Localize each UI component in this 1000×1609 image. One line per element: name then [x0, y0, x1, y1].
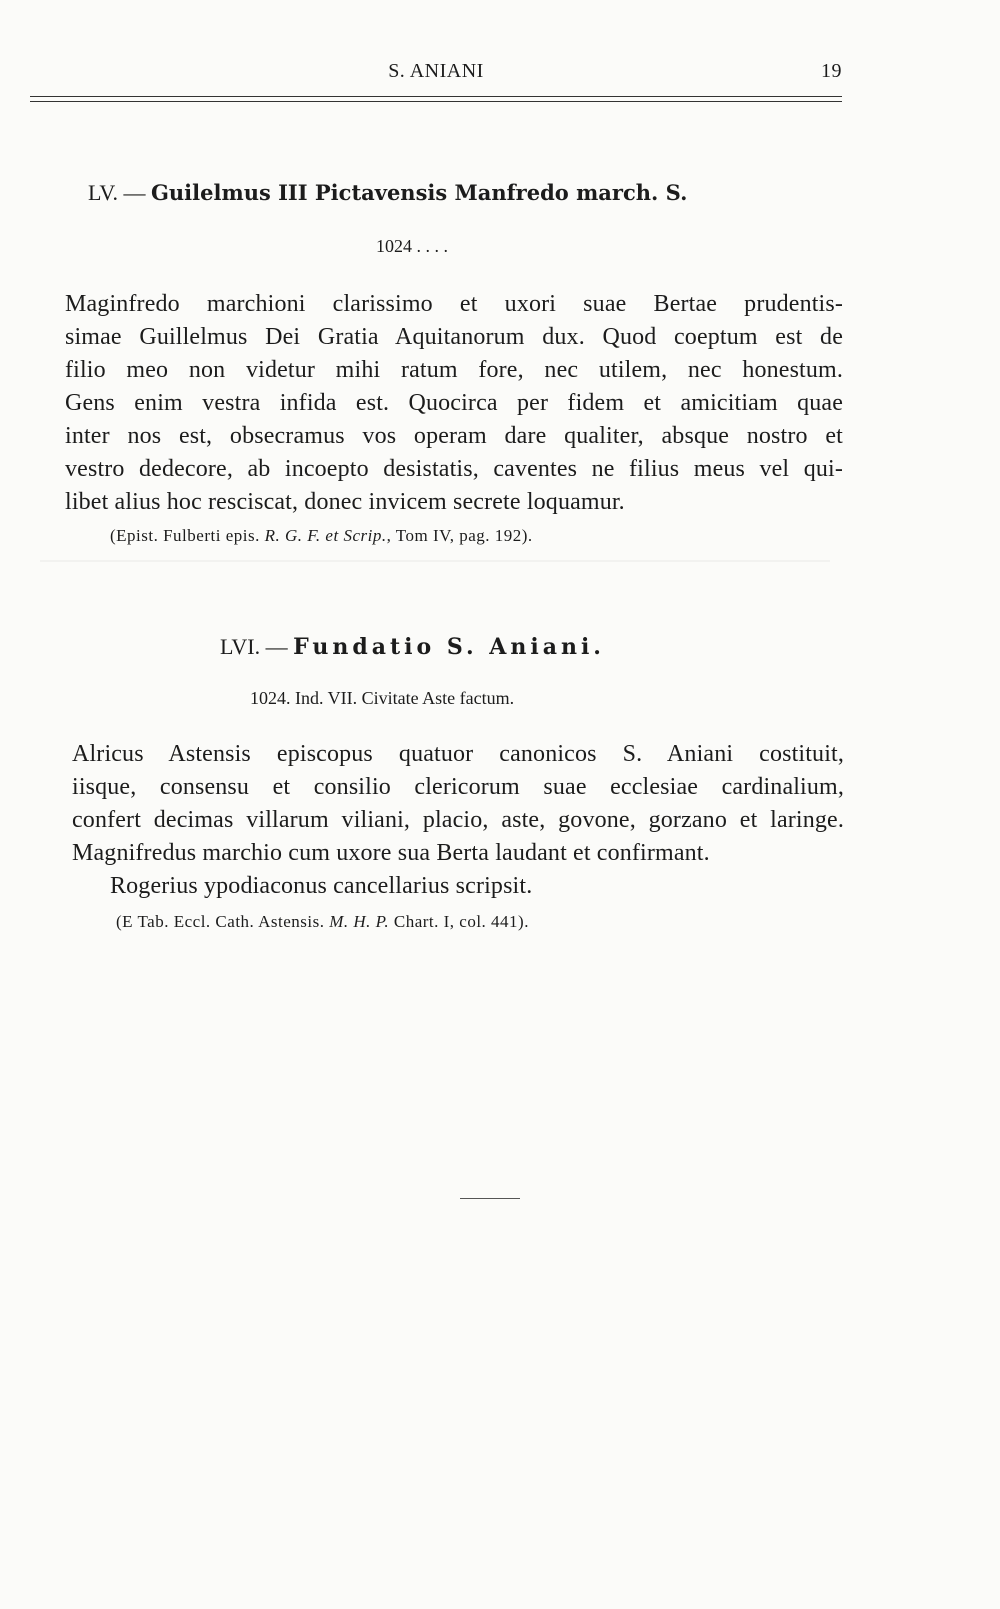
doc-lvi-number: LVI. —: [220, 634, 288, 659]
doc-lv-line: inter nos est, obsecramus vos operam dare qualiter, absque nostro et: [65, 423, 843, 449]
doc-lvi-line: Alricus Astensis episcopus quatuor canonicos S. Aniani costituit,: [72, 741, 844, 767]
doc-lv-date: 1024 . . . .: [376, 236, 448, 256]
doc-lvi-citation-end: Chart. I, col. 441).: [389, 912, 529, 931]
doc-lv-citation-start: (Epist. Fulberti epis.: [110, 526, 265, 545]
doc-lvi-citation-italic: M. H. P.: [329, 912, 390, 931]
doc-lvi-line-last: Rogerius ypodiaconus cancellarius scripsit.: [110, 873, 533, 899]
doc-lv-title: Guilelmus III Pictavensis Manfredo march. S.: [150, 180, 688, 205]
doc-lvi-line: confert decimas villarum viliani, placio, aste, govone, gorzano et laringe.: [72, 807, 844, 833]
running-title: S. ANIANI: [388, 60, 484, 82]
doc-lv-line: vestro dedecore, ab incoepto desistatis, caventes ne filius meus vel qui-: [65, 456, 843, 482]
doc-lvi-date-line: 1024. Ind. VII. Civitate Aste factum.: [250, 688, 515, 708]
doc-lv-heading: [88, 180, 687, 206]
doc-lvi-citation: [116, 912, 529, 932]
page-number: 19: [821, 60, 842, 82]
doc-lvi-body: [72, 738, 844, 903]
section-end-rule: [460, 1198, 520, 1199]
doc-lv-line: libet alius hoc resciscat, donec invicem secrete loquamur.: [65, 489, 625, 515]
doc-lv-line: simae Guillelmus Dei Gratia Aquitanorum dux. Quod coeptum est de: [65, 324, 843, 350]
doc-lvi-citation-start: (E Tab. Eccl. Cath. Astensis.: [116, 912, 330, 931]
doc-lv-line: filio meo non videtur mihi ratum fore, nec utilem, nec honestum.: [65, 357, 843, 383]
doc-lv-line: Maginfredo marchioni clarissimo et uxori suae Bertae prudentis-: [65, 291, 843, 317]
bleed-through-rule: [40, 560, 830, 562]
header-rule: [30, 96, 842, 102]
doc-lv-body: [65, 288, 843, 519]
doc-lv-line: Gens enim vestra infida est. Quocirca per fidem et amicitiam quae: [65, 390, 843, 416]
doc-lv-citation-italic: R. G. F. et Scrip.: [264, 526, 387, 545]
doc-lv-number: LV. —: [88, 180, 146, 205]
running-head: [30, 60, 842, 90]
doc-lvi-line: Magnifredus marchio cum uxore sua Berta laudant et confirmant.: [72, 840, 710, 866]
doc-lv-citation: [110, 526, 533, 546]
doc-lv-citation-end: , Tom IV, pag. 192).: [386, 526, 533, 545]
doc-lvi-title: Fundatio S. Aniani.: [293, 634, 605, 660]
doc-lvi-line: iisque, consensu et consilio clericorum suae ecclesiae cardinalium,: [72, 774, 844, 800]
doc-lvi-heading: [220, 634, 605, 660]
